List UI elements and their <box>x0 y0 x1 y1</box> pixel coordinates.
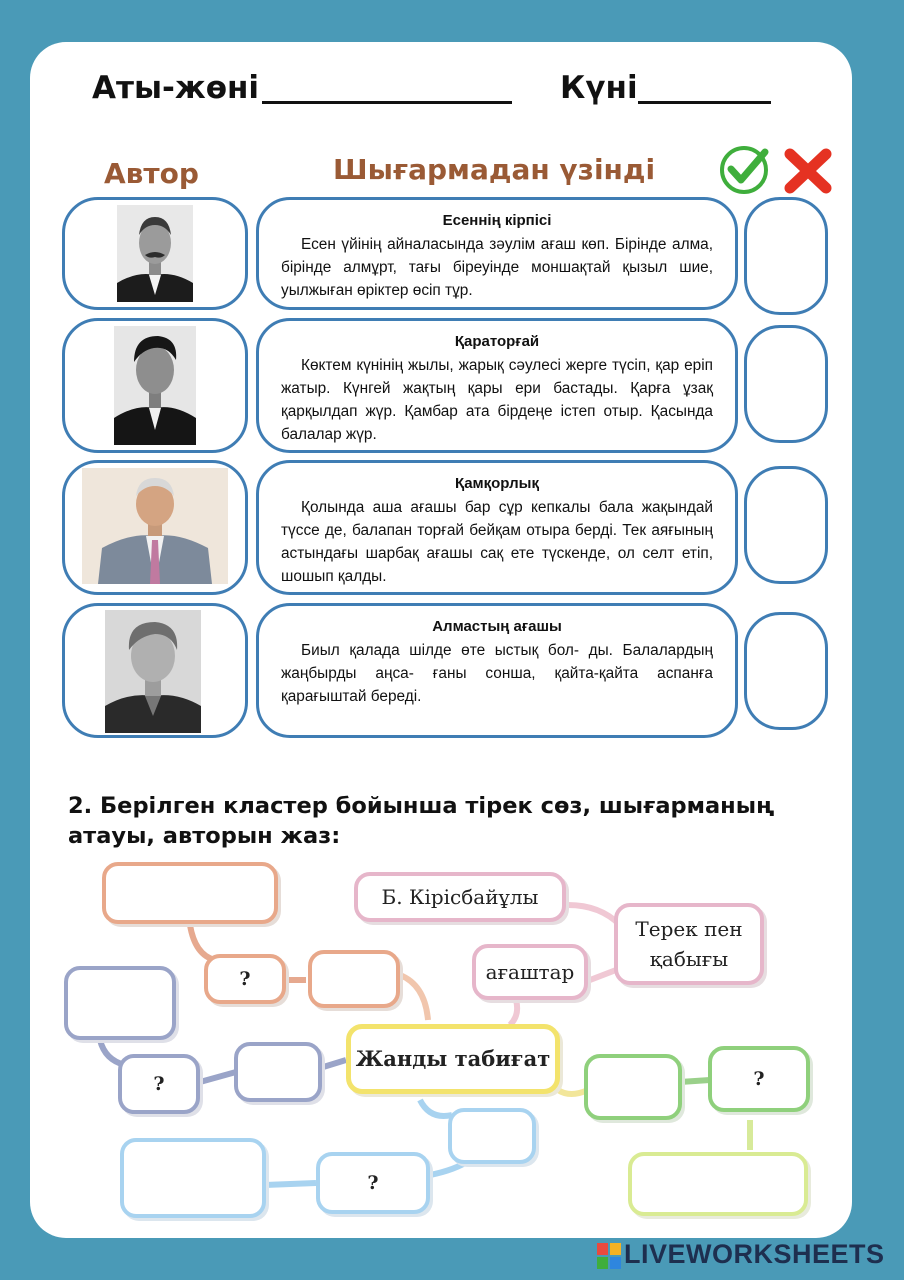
excerpt-title-1: Есеннің кірпісі <box>442 212 552 229</box>
cluster-bottom-left-blank[interactable] <box>120 1138 266 1218</box>
excerpt-title-3: Қамқорлық <box>455 475 539 492</box>
excerpt-text-1: Есен үйінің айналасында зәулім ағаш көп. Бірінде алма, бірінде алмұрт, тағы біреуінде моншақтай қызыл шие, уылжыған өріктер өсіп тұр. <box>281 236 713 299</box>
liveworksheets-brand: LIVEWORKSHEETS <box>624 1239 885 1269</box>
excerpt-text-3: Қолында аша ағашы бар сұр кепкалы бала жақындай түссе де, балапан торғай бейқам отыра берді. Тек аяғының астындағы шарбақ ағашы сақ ете түскенде, ол селт етіп, шошып қалды. <box>281 499 713 585</box>
excerpt-text-2: Көктем күнінің жылы, жарық сәулесі жерге түсіп, қар еріп жатыр. Күнгей жақтың қары ери бастады. Қарға ұзақ қарқылдап жүр. Қамбар ата бірдеңе істеп отыр. Қасында балалар жүр. <box>281 357 713 443</box>
cluster-question-node[interactable]: ? <box>204 954 286 1004</box>
date-label: Күні <box>560 70 638 106</box>
excerpt-title-4: Алмастың ағашы <box>432 618 562 635</box>
cluster-author-node: Б. Кірісбайұлы <box>354 872 566 922</box>
cluster-bottom-right-blank[interactable] <box>628 1152 808 1216</box>
cluster-blank-node[interactable] <box>234 1042 322 1102</box>
cluster-blank-node[interactable] <box>448 1108 536 1164</box>
cluster-center-node: Жанды табиғат <box>346 1024 560 1094</box>
excerpt-text-4: Биыл қалада шілде өте ыстық бол- ды. Балалардың жаңбырды аңса- ғаны сонша, қайта-қайта аспанға қарағыштай береді. <box>281 642 713 705</box>
author-column-heading: Автор <box>104 157 199 190</box>
cluster-top-left-blank[interactable] <box>102 862 278 924</box>
cluster-question-node[interactable]: ? <box>316 1152 430 1214</box>
cluster-blank-node[interactable] <box>308 950 400 1008</box>
excerpt-title-2: Қараторғай <box>454 333 540 350</box>
name-label: Аты-жөні <box>92 70 260 106</box>
cluster-question-node[interactable]: ? <box>708 1046 810 1112</box>
cluster-left-blank[interactable] <box>64 966 176 1040</box>
cluster-blank-node[interactable] <box>584 1054 682 1120</box>
excerpt-column-heading: Шығармадан үзінді <box>333 153 656 186</box>
cluster-title-node: Терек пен қабығы <box>614 903 764 985</box>
cluster-question-node[interactable]: ? <box>118 1054 200 1114</box>
task-2-instruction: 2. Берілген кластер бойынша тірек сөз, шығарманың атауы, авторын жаз: <box>68 793 775 849</box>
cluster-keyword-node: ағаштар <box>472 944 588 1000</box>
liveworksheets-logo-icon <box>597 1243 621 1269</box>
